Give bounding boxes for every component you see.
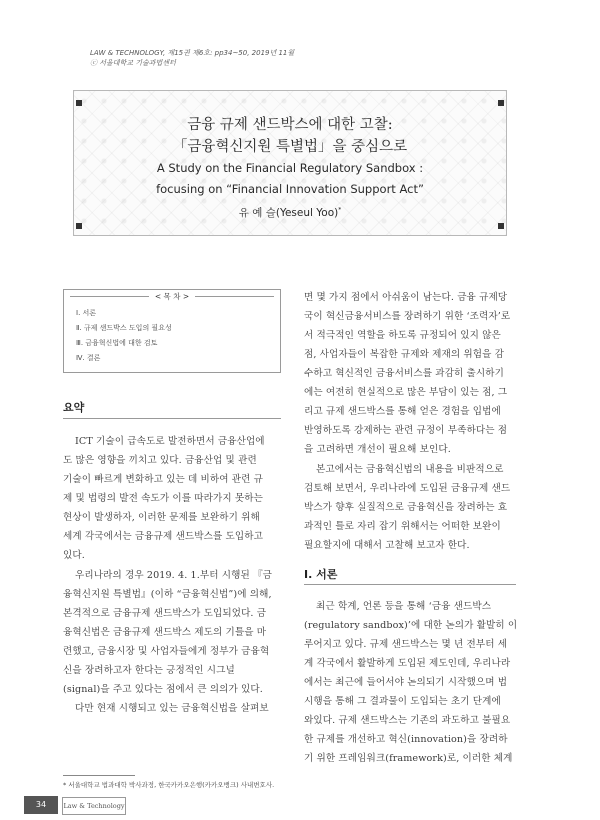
body-line: 반영하도록 강제하는 관련 규정이 부족하다는 점: [304, 425, 508, 436]
abstract-line: (signal)을 주고 있다는 점에서 큰 의의가 있다.: [63, 684, 263, 695]
abstract-line: 제 및 법령의 발전 속도가 이를 따라가지 못하는: [63, 493, 264, 504]
corner-square-icon: [76, 223, 82, 229]
abstract-line: ICT 기술이 급속도로 발전하면서 금융산업에: [75, 436, 265, 447]
body-line: 과적인 틀로 자리 잡기 위해서는 어떠한 보완이: [304, 521, 501, 532]
toc-item: Ⅰ. 서론: [76, 309, 97, 317]
footnote-text: 서울대학교 법과대학 박사과정, 한국카카오은행(카카오뱅크) 사내변호사.: [68, 781, 275, 789]
intro-line: 한 규제를 개선하고 혁신(innovation)을 장려하: [304, 734, 508, 745]
intro-line: 루어지고 있다. 규제 샌드박스는 몇 년 전부터 세: [304, 639, 508, 650]
footnote-mark: *: [63, 781, 67, 789]
korean-title-line-1: 금융 규제 샌드박스에 대한 고찰:: [187, 117, 393, 133]
body-line: 검토해 보면서, 우리나라에 도입된 금융규제 샌드: [304, 483, 511, 494]
abstract-line: 있다.: [63, 550, 85, 561]
abstract-line: 현상이 발생하자, 이러한 문제를 보완하기 위해: [63, 512, 260, 523]
author-name: 유 예 슬(Yeseul Yoo): [238, 207, 339, 219]
english-title-line-2: focusing on “Financial Innovation Support Act”: [156, 182, 424, 196]
journal-citation: LAW & TECHNOLOGY, 제15권 제6호: pp34~50, 2019년 11월: [90, 49, 295, 57]
table-of-contents: [63, 289, 281, 373]
footer-journal-name: Law & Technology: [62, 797, 126, 815]
intro-line: 계 각국에서 활발하게 도입된 제도인데, 우리나라: [304, 658, 511, 669]
korean-title-line-2: 「금융혁신지원 특별법」을 중심으로: [172, 139, 408, 155]
toc-item: Ⅲ. 금융혁신법에 대한 검토: [76, 339, 158, 347]
abstract-line: 융혁신지원 특별법』(이하 “금융혁신법”)에 의해,: [63, 589, 272, 600]
intro-heading: Ⅰ. 서론: [304, 568, 338, 581]
abstract-line: 도 많은 영향을 끼치고 있다. 금융산업 및 관련: [63, 455, 257, 466]
corner-square-icon: [76, 100, 82, 106]
journal-header: [90, 48, 510, 68]
intro-line: 와있다. 규제 샌드박스는 기존의 과도하고 불필요: [304, 715, 511, 726]
abstract-line: 본격적으로 금융규제 샌드박스가 도입되었다. 금: [63, 608, 267, 619]
title-box: [73, 90, 507, 236]
intro-line: 시행을 통해 그 결과물이 도입되는 초기 단계에: [304, 696, 501, 707]
intro-line: 기 위한 프레임워크(framework)로, 이러한 체계: [304, 753, 513, 764]
toc-heading: < 목 차 >: [149, 292, 195, 301]
body-line: 리고 규제 샌드박스를 통해 얻은 경험을 입법에: [304, 406, 501, 417]
corner-square-icon: [498, 223, 504, 229]
abstract-line: 다만 현재 시행되고 있는 금융혁신법을 살펴보: [75, 703, 269, 714]
body-line: 에는 여전히 현실적으로 많은 부담이 있는 점, 그: [304, 387, 508, 398]
body-line: 박스가 향후 실질적으로 금융혁신을 장려하는 효: [304, 502, 508, 513]
abstract-line: 우리나라의 경우 2019. 4. 1.부터 시행된 『금: [75, 570, 273, 581]
body-line: 국이 혁신금융서비스를 장려하기 위한 ‘조력자’로: [304, 311, 511, 322]
intro-divider: [304, 584, 516, 585]
journal-copyright: ⓒ 서울대학교 기술과법센터: [90, 59, 176, 67]
body-line: 수하고 혁신적인 금융서비스를 과감히 출시하기: [304, 368, 504, 379]
abstract-line: 융혁신법은 금융규제 샌드박스 제도의 기틀을 마: [63, 627, 267, 638]
body-line: 면 몇 가지 점에서 아쉬움이 남는다. 금융 규제당: [304, 292, 508, 303]
body-line: 본고에서는 금융혁신법의 내용을 비판적으로: [316, 464, 504, 475]
footnote-rule: [63, 775, 135, 776]
english-title-line-1: A Study on the Financial Regulatory Sandbox :: [156, 161, 424, 175]
toc-item: Ⅱ. 규제 샌드박스 도입의 필요성: [76, 324, 172, 332]
abstract-line: 련했고, 금융시장 및 사업자들에게 정부가 금융혁: [63, 646, 270, 657]
abstract-line: 기술이 빠르게 변화하고 있는 데 비하여 관련 규: [63, 474, 264, 485]
toc-item: Ⅳ. 결론: [76, 354, 101, 362]
body-line: 서 적극적인 역할을 하도록 규정되어 있지 않은: [304, 330, 501, 341]
body-line: 필요할지에 대해서 고찰해 보고자 한다.: [304, 540, 470, 551]
author-footnote-mark: *: [338, 206, 342, 214]
abstract-heading: 요약: [63, 401, 85, 414]
abstract-line: 신을 장려하고자 한다는 긍정적인 시그널: [63, 665, 235, 676]
abstract-line: 세계 각국에서는 금융규제 샌드박스를 도입하고: [63, 531, 263, 542]
intro-line: 에서는 최근에 들어서야 논의되기 시작했으며 법: [304, 677, 508, 688]
body-line: 을 고려하면 개선이 필요해 보인다.: [304, 444, 451, 455]
page-number: 34: [24, 796, 58, 814]
footnote: [63, 780, 281, 790]
intro-line: (regulatory sandbox)’에 대한 논의가 활발히 이: [304, 620, 518, 631]
body-line: 점, 사업자들이 복잡한 규제와 제재의 위험을 감: [304, 349, 505, 360]
abstract-divider: [63, 418, 281, 419]
intro-line: 최근 학계, 언론 등을 통해 ‘금융 샌드박스: [316, 601, 492, 612]
corner-square-icon: [498, 100, 504, 106]
author: [74, 205, 506, 220]
